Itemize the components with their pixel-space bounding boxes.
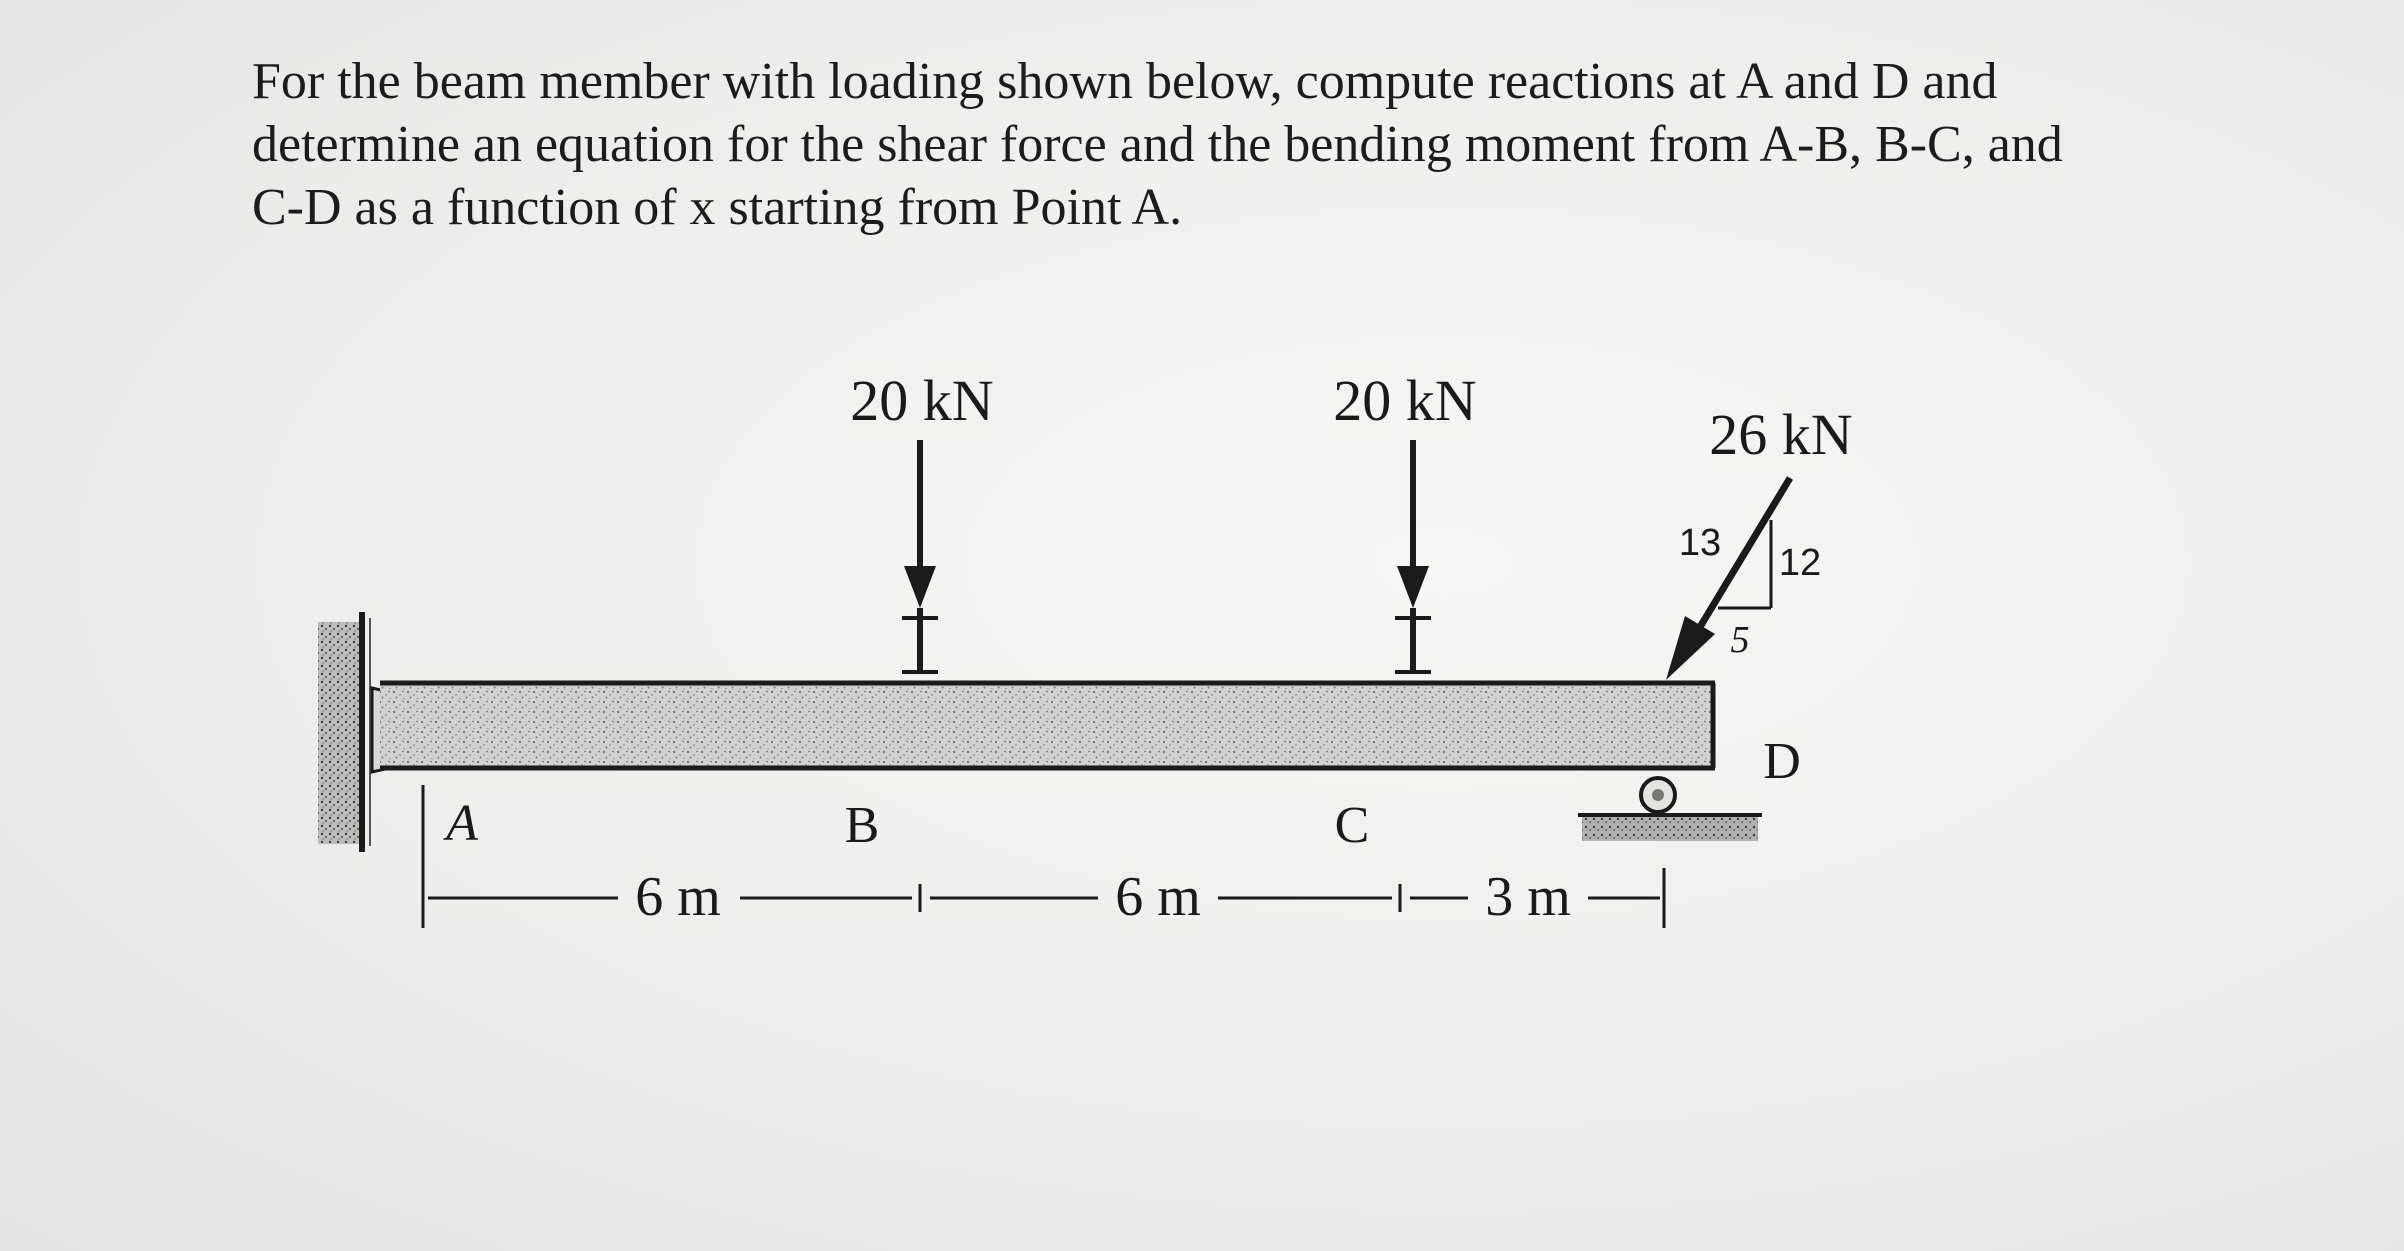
dim-label-ab: 6 m bbox=[635, 866, 721, 928]
dimension-line bbox=[423, 785, 1664, 928]
point-label-d: D bbox=[1763, 733, 1801, 790]
problem-line-3: C-D as a function of x starting from Point A. bbox=[252, 179, 1183, 236]
wall-hatch bbox=[318, 622, 364, 844]
load-label-c: 20 kN bbox=[1333, 368, 1477, 433]
problem-line-1: For the beam member with loading shown below, compute reactions at A and D and bbox=[252, 53, 1998, 110]
load-arrow-d-inclined bbox=[1666, 478, 1790, 680]
slope-label-horizontal: 5 bbox=[1730, 619, 1750, 661]
slope-triangle bbox=[1718, 520, 1771, 608]
slope-label-vertical: 12 bbox=[1778, 542, 1822, 584]
point-label-a: A bbox=[446, 795, 478, 852]
roller-support-d bbox=[1578, 778, 1762, 841]
load-arrow-c bbox=[1395, 440, 1431, 672]
dim-label-bc: 6 m bbox=[1115, 866, 1201, 928]
load-label-b: 20 kN bbox=[850, 368, 994, 433]
load-arrow-b bbox=[902, 440, 938, 672]
ground-hatch bbox=[1582, 817, 1758, 841]
point-label-c: C bbox=[1334, 797, 1370, 854]
slope-label-hypotenuse: 13 bbox=[1678, 522, 1722, 564]
beam-body bbox=[380, 683, 1715, 768]
problem-line-2: determine an equation for the shear force and the bending moment from A-B, B-C, and bbox=[252, 116, 2063, 173]
load-label-d: 26 kN bbox=[1709, 402, 1853, 467]
beam bbox=[380, 683, 1715, 768]
dim-label-cd: 3 m bbox=[1485, 866, 1571, 928]
point-label-b: B bbox=[844, 797, 880, 854]
